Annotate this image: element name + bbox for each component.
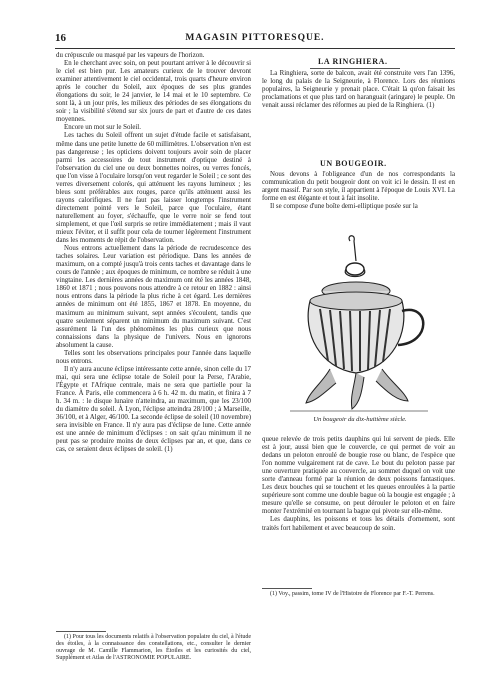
candlestick-illustration <box>280 233 438 415</box>
bougeoir-intro <box>262 171 455 211</box>
section-rule <box>310 68 400 69</box>
page-title: MAGASIN PITTORESQUE. <box>185 33 325 43</box>
footnote-rule <box>56 631 106 632</box>
paragraph: Nous entrons actuellement dans la période de recrudescence des taches solaires. Leur variation est périodique. Dans les années de maximum, on a compté jusqu'à trois cents taches et davantage dans le cours de l'année ; aux époques de minimum, ce nombre se réduit à une vingtaine. Les dernières années de maximum ont été les années 1848, 1860 et 1871 ; nous pouvons nous attendre à ce retour en 1882 : ainsi nous entrons dans la période la plus riche à cet égard. Les dernières années de minimum ont été 1855, 1867 et 1878. En moyenne, du maximum au minimum suivant, sept années s'écoulent, tandis que quatre seulement séparent un minimum du maximum suivant. C'est assurément là l'un des phénomènes les plus curieux que nous connaissions dans la physique de l'univers. Nous en ignorons absolument la cause. <box>56 245 251 349</box>
bougeoir-continuation <box>262 436 455 533</box>
footnote-rule <box>262 588 312 589</box>
paragraph: Il se compose d'une boîte demi-elliptique posée sur la <box>270 203 418 211</box>
paragraph: Encore un mot sur le Soleil. <box>64 124 141 132</box>
footnote-text: (1) Voy., passim, tome IV de l'Histoire de Florence par F.-T. Perrens. <box>270 591 435 597</box>
footnote-text: (1) Pour tous les documents relatifs à l'observation populaire du ciel, à l'étude des étoiles, à la connaissance des constellations, etc., consulter le dernier ouvrage de M. Camille Flammarion, les Étoiles et les curiosités du ciel, Supplément et Atlas de l'ASTRONOMIE POPULAIRE. <box>56 634 251 661</box>
page-number: 16 <box>55 32 66 44</box>
section-title-ringhiera: LA RINGHIERA. <box>318 57 388 66</box>
paragraph: Nous devons à l'obligeance d'un de nos correspondants la communication du petit bougeoir dont on voit ici le dessin. Il est en argent massif. Par son style, il appartient à l'époque de Louis XVI. La forme en est élégante et tout à fait insolite. <box>262 171 455 203</box>
paragraph: Telles sont les observations principales pour l'année dans laquelle nous entrons. <box>56 349 251 365</box>
header-rule <box>55 48 455 49</box>
figure-caption: Un bougeoir du dix-huitième siècle. <box>313 416 407 423</box>
paragraph: queue relevée de trois petits dauphins qui lui servent de pieds. Elle est à jour, aussi bien que le couvercle, ce qui permet de voir au dedans un peloton enroulé de bougie rose ou blanc, de l'espèce que l'on nomme vulgairement rat de cave. Le bout du peloton passe par une ouverture pratiquée au couvercle, au sommet duquel on voit une sorte d'anneau formé par la réunion de deux poissons fantastiques. Les deux bouches qui se touchent et les queues enroulées à la partie supérieure sont comme une double bague où la bougie est engagée ; à mesure qu'elle se consume, on peut dérouler le peloton et en faire monter l'extrémité en tournant la bague qui pivote sur elle-même. <box>262 436 455 516</box>
left-footnote <box>56 634 251 662</box>
paragraph: Il n'y aura aucune éclipse intéressante cette année, sinon celle du 17 mai, qui sera une éclipse totale de Soleil pour la Perse, l'Arabie, l'Égypte et l'Afrique centrale, mais ne sera que partielle pour la France. À Paris, elle commencera à 6 h. 42 m. du matin, et finira à 7 h. 34 m. : le disque lunaire n'atteindra, au maximum, que les 23/100 du diamètre du soleil. À Lyon, l'éclipse atteindra 28/100 ; à Marseille, 36/100, et à Alger, 46/100. La seconde éclipse de soleil (10 novembre) sera invisible en France. Il n'y aura pas d'éclipse de lune. Cette année est une année de minimum d'éclipses : on sait qu'au minimum il ne peut pas se produire moins de deux éclipses par an, et que, dans ce cas, ce seraient deux éclipses de soleil. (1) <box>56 365 251 454</box>
paragraph: du crépuscule ou masqué par les vapeurs de l'horizon. <box>56 52 205 59</box>
paragraph: La Ringhiera, sorte de balcon, avait été construite vers l'an 1396, le long du palais de la Seigneurie, à Florence. Lors des réunions populaires, la Seigneurie y prenait place. C'était là qu'on faisait les proclamations et que plus tard on haranguait (aringare) le peuple. On venait aussi réclamer des réformes au pied de la Ringhiera. (1) <box>262 70 455 110</box>
paragraph: Les dauphins, les poissons et tous les détails d'ornement, sont traités fort habilement et avec beaucoup de soin. <box>262 516 455 532</box>
paragraph: Les taches du Soleil offrent un sujet d'étude facile et satisfaisant, même dans une petite lunette de 60 millimètres. L'observation n'en est pas dangereuse ; les opticiens doivent toujours avoir soin de placer parmi les accessoires de tout instrument d'optique destiné à l'observation du ciel une ou deux bonnettes noires, ou verres foncés, que l'on visse à l'oculaire lorsqu'on veut regarder le Soleil ; ce sont des verres diversement colorés, qui atténuent les rayons lumineux ; les bleus sont préférables aux rouges, parce qu'ils atténuent aussi les rayons calorifiques. Il ne faut pas laisser longtemps l'instrument directement pointé vers le Soleil, parce que l'oculaire, étant naturellement au foyer, s'échauffe, que le verre noir se fend tout simplement, et que l'œil surpris se retire immédiatement ; mais il vaut mieux l'éviter, et il suffit pour cela de tourner légèrement l'instrument dans les moments de répit de l'observation. <box>56 132 251 245</box>
paragraph: En le cherchant avec soin, on peut pourtant arriver à le découvrir si le ciel est bien pur. Les amateurs curieux de le trouver devront examiner attentivement le ciel occidental, trois quarts d'heure environ après le coucher du Soleil, aux époques de ses plus grandes élongations du soir, le 24 janvier, le 14 mai et le 10 septembre. Ce sont là, à un jour près, les milieux des périodes de ses élongations du soir ; la visibilité s'étend sur six jours de part et d'autre de ces dates moyennes. <box>56 60 251 124</box>
right-footnote <box>262 591 455 598</box>
ringhiera-article <box>262 70 455 110</box>
section-title-bougeoir: UN BOUGEOIR. <box>320 159 387 168</box>
page-header <box>55 32 455 46</box>
left-column <box>56 52 251 454</box>
